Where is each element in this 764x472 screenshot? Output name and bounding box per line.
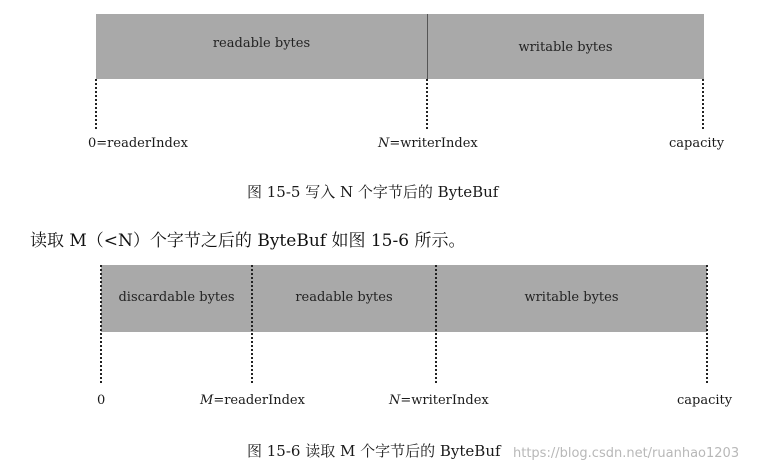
capacity-label: capacity (669, 136, 725, 151)
writable-bytes-label: writable bytes (518, 40, 613, 55)
capacity-marker (702, 79, 704, 129)
csdn-watermark: https://blog.csdn.net/ruanhao1203 (513, 446, 740, 461)
n-writer-index-marker (435, 265, 437, 383)
writer-index-marker (426, 79, 428, 129)
writable-bytes-segment (427, 14, 704, 79)
body-paragraph: 读取 M（<N）个字节之后的 ByteBuf 如图 15-6 所示。 (30, 231, 466, 251)
writer-index-label: N=writerIndex (378, 136, 478, 151)
reader-index-label: 0=readerIndex (88, 136, 188, 151)
discardable-bytes-label: discardable bytes (118, 290, 235, 305)
discardable-bytes-segment (101, 265, 252, 332)
m-reader-index-label: M=readerIndex (200, 393, 305, 408)
readable-bytes-segment-2 (252, 265, 436, 332)
figure-caption-15-5: 图 15-5 写入 N 个字节后的 ByteBuf (247, 183, 499, 201)
bytebuf-bar-after-write (96, 14, 704, 79)
capacity-label-2: capacity (677, 393, 733, 408)
reader-index-marker (95, 79, 97, 129)
capacity-marker-2 (706, 265, 708, 383)
readable-bytes-label-2: readable bytes (295, 290, 393, 305)
zero-label: 0 (97, 393, 106, 408)
m-reader-index-marker (251, 265, 253, 383)
n-writer-index-label: N=writerIndex (389, 393, 489, 408)
writable-bytes-segment-2 (436, 265, 707, 332)
figure-caption-15-6: 图 15-6 读取 M 个字节后的 ByteBuf (247, 442, 501, 460)
readable-bytes-segment (96, 14, 427, 79)
readable-bytes-label: readable bytes (212, 36, 311, 51)
bytebuf-bar-after-read (101, 265, 707, 332)
start-marker (100, 265, 102, 383)
writable-bytes-label-2: writable bytes (524, 290, 619, 305)
